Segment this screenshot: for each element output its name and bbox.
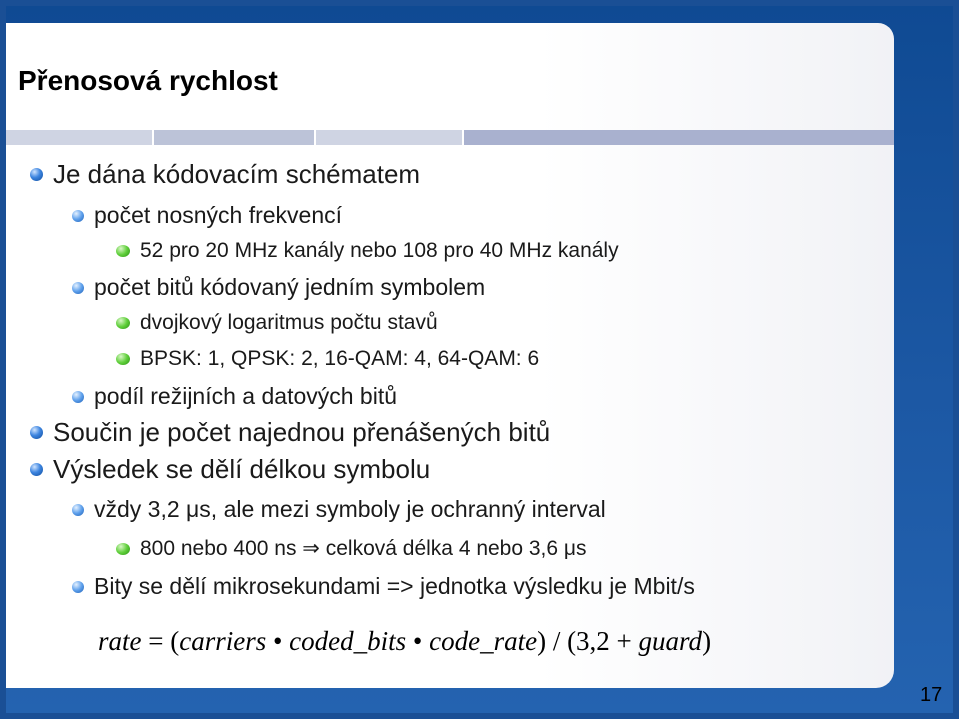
slide — [6, 6, 953, 713]
bullet-item — [116, 347, 539, 371]
bullet-text: počet nosných frekvencí — [94, 202, 343, 228]
bullet-text: počet bitů kódovaný jedním symbolem — [94, 274, 486, 300]
bullet-icon — [72, 391, 84, 403]
bullet-icon — [30, 168, 43, 181]
bullet-text: podíl režijních a datových bitů — [94, 383, 398, 409]
bullet-item — [116, 311, 438, 335]
title-divider — [6, 130, 894, 145]
bullet-item — [30, 159, 420, 190]
bullet-text: Výsledek se dělí délkou symbolu — [53, 454, 431, 484]
bullet-text: 800 nebo 400 ns ⇒ celková délka 4 nebo 3,6 μs — [140, 537, 587, 560]
bullet-text: Bity se dělí mikrosekundami => jednotka výsledku je Mbit/s — [94, 573, 695, 599]
content-panel — [6, 23, 894, 688]
bullet-text: Je dána kódovacím schématem — [53, 159, 421, 189]
bullet-icon — [30, 426, 43, 439]
page-number: 17 — [920, 684, 943, 706]
bullet-icon — [116, 543, 130, 555]
bullet-icon — [30, 463, 43, 476]
bullet-icon — [72, 210, 84, 222]
bullet-icon — [72, 504, 84, 516]
bullet-item — [72, 573, 695, 600]
bullet-icon — [72, 581, 84, 593]
bullet-icon — [116, 317, 130, 329]
rate-formula: rate = (carriers • coded_bits • code_rate) / (3,2 + guard) — [98, 626, 712, 656]
bullet-item — [116, 536, 587, 561]
bullet-text: dvojkový logaritmus počtu stavů — [140, 311, 438, 334]
bullet-item — [30, 454, 430, 485]
bullet-item — [72, 496, 606, 523]
bullet-icon — [72, 282, 84, 294]
bullet-text: Součin je počet najednou přenášených bitů — [53, 417, 551, 447]
bullet-text: 52 pro 20 MHz kanály nebo 108 pro 40 MHz kanály — [140, 239, 619, 262]
bullet-icon — [116, 353, 130, 365]
bullet-item — [72, 383, 397, 410]
bullet-item — [116, 239, 619, 263]
bullet-item — [72, 202, 342, 229]
bullet-icon — [116, 245, 130, 257]
bullet-text: BPSK: 1, QPSK: 2, 16-QAM: 4, 64-QAM: 6 — [140, 347, 540, 370]
slide-title: Přenosová rychlost — [18, 65, 278, 96]
bullet-text: vždy 3,2 μs, ale mezi symboly je ochranný interval — [94, 496, 606, 522]
bullet-item — [72, 274, 485, 301]
bullet-item — [30, 417, 550, 448]
